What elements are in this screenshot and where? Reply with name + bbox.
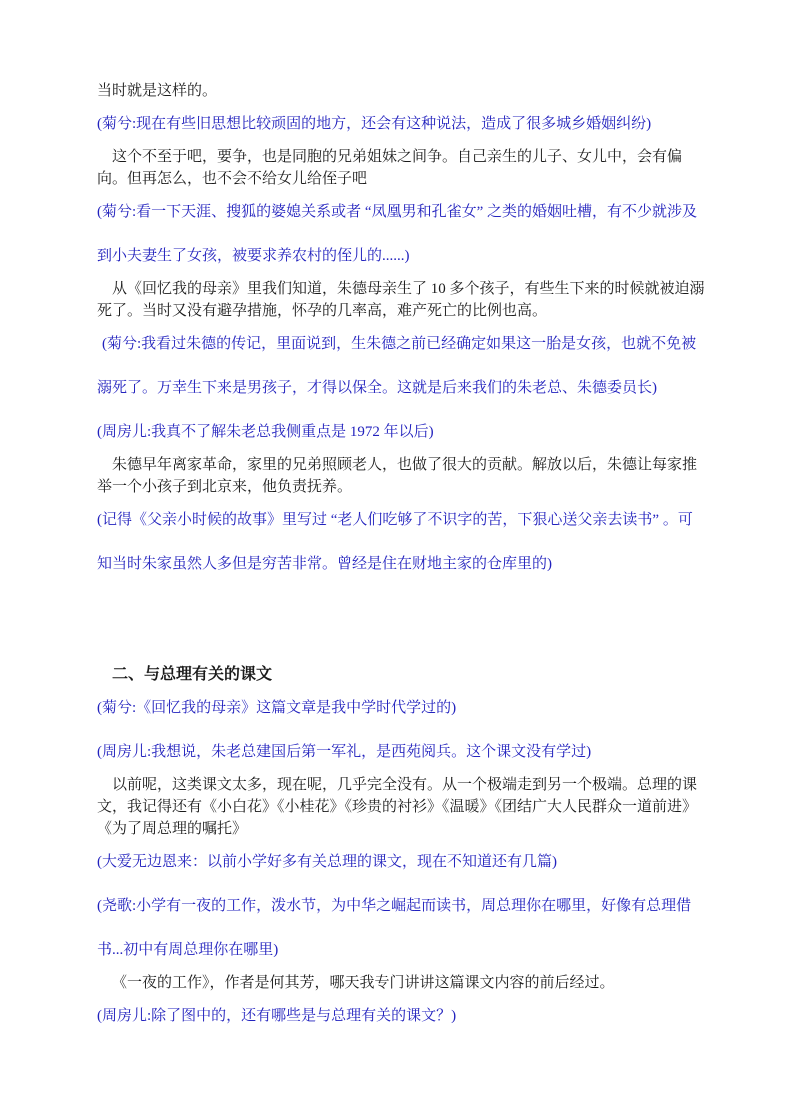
- body-paragraph: 以前呢，这类课文太多，现在呢，几乎完全没有。从一个极端走到另一个极端。总理的课文，我记得还有《小白花》《小桂花》《珍贵的衬衫》《温暖》《团结广大人民群众一道前进》《为了周总理的嘱托》: [97, 777, 698, 837]
- body-paragraph: 当时就是这样的。: [97, 83, 218, 99]
- body-paragraph: 这个不至于吧，要争，也是同胞的兄弟姐妹之间争。自己亲生的儿子、女儿中，会有偏向。但再怎么，也不会不给女儿给侄子吧: [97, 149, 683, 187]
- document-body: [97, 80, 707, 1038]
- comment-paragraph: (周房儿:除了图中的，还有哪些是与总理有关的课文？): [97, 1008, 457, 1024]
- comment-paragraph: (菊兮:现在有些旧思想比较顽固的地方，还会有这种说法，造成了很多城乡婚姻纠纷): [97, 116, 652, 132]
- comment-paragraph: (菊兮:看一下天涯、搜狐的婆媳关系或者 “凤凰男和孔雀女” 之类的婚姻吐槽，有不少就涉及到小夫妻生了女孩，被要求养农村的侄儿的......): [97, 204, 697, 264]
- comment-paragraph: (周房儿:我真不了解朱老总我侧重点是 1972 年以后): [97, 424, 434, 440]
- comment-paragraph: (周房儿:我想说，朱老总建国后第一军礼，是西苑阅兵。这个课文没有学过): [97, 744, 592, 760]
- comment-paragraph: (尧歌:小学有一夜的工作，泼水节，为中华之崛起而读书，周总理你在哪里，好像有总理借书...初中有周总理你在哪里): [97, 898, 692, 958]
- body-paragraph: 从《回忆我的母亲》里我们知道，朱德母亲生了 10 多个孩子，有些生下来的时候就被迫溺死了。当时又没有避孕措施，怀孕的几率高，难产死亡的比例也高。: [97, 281, 705, 319]
- comment-paragraph: (记得《父亲小时候的故事》里写过 “老人们吃够了不识字的苦，下狠心送父亲去读书” 。可知当时朱家虽然人多但是穷苦非常。曾经是住在财地主家的仓库里的): [97, 512, 693, 572]
- comment-paragraph: (菊兮:我看过朱德的传记，里面说到，生朱德之前已经确定如果这一胎是女孩，也就不免被溺死了。万幸生下来是男孩子，才得以保全。这就是后来我们的朱老总、朱德委员长): [97, 336, 697, 396]
- comment-paragraph: (大爱无边恩来：以前小学好多有关总理的课文，现在不知道还有几篇): [97, 854, 557, 870]
- body-paragraph: 《一夜的工作》，作者是何其芳，哪天我专门讲讲这篇课文内容的前后经过。: [112, 975, 615, 991]
- comment-paragraph: (菊兮:《回忆我的母亲》这篇文章是我中学时代学过的): [97, 700, 457, 716]
- body-paragraph: 朱德早年离家革命，家里的兄弟照顾老人，也做了很大的贡献。解放以后，朱德让每家推举一个小孩子到北京来，他负责抚养。: [97, 457, 698, 495]
- section-heading: 二、与总理有关的课文: [112, 666, 273, 683]
